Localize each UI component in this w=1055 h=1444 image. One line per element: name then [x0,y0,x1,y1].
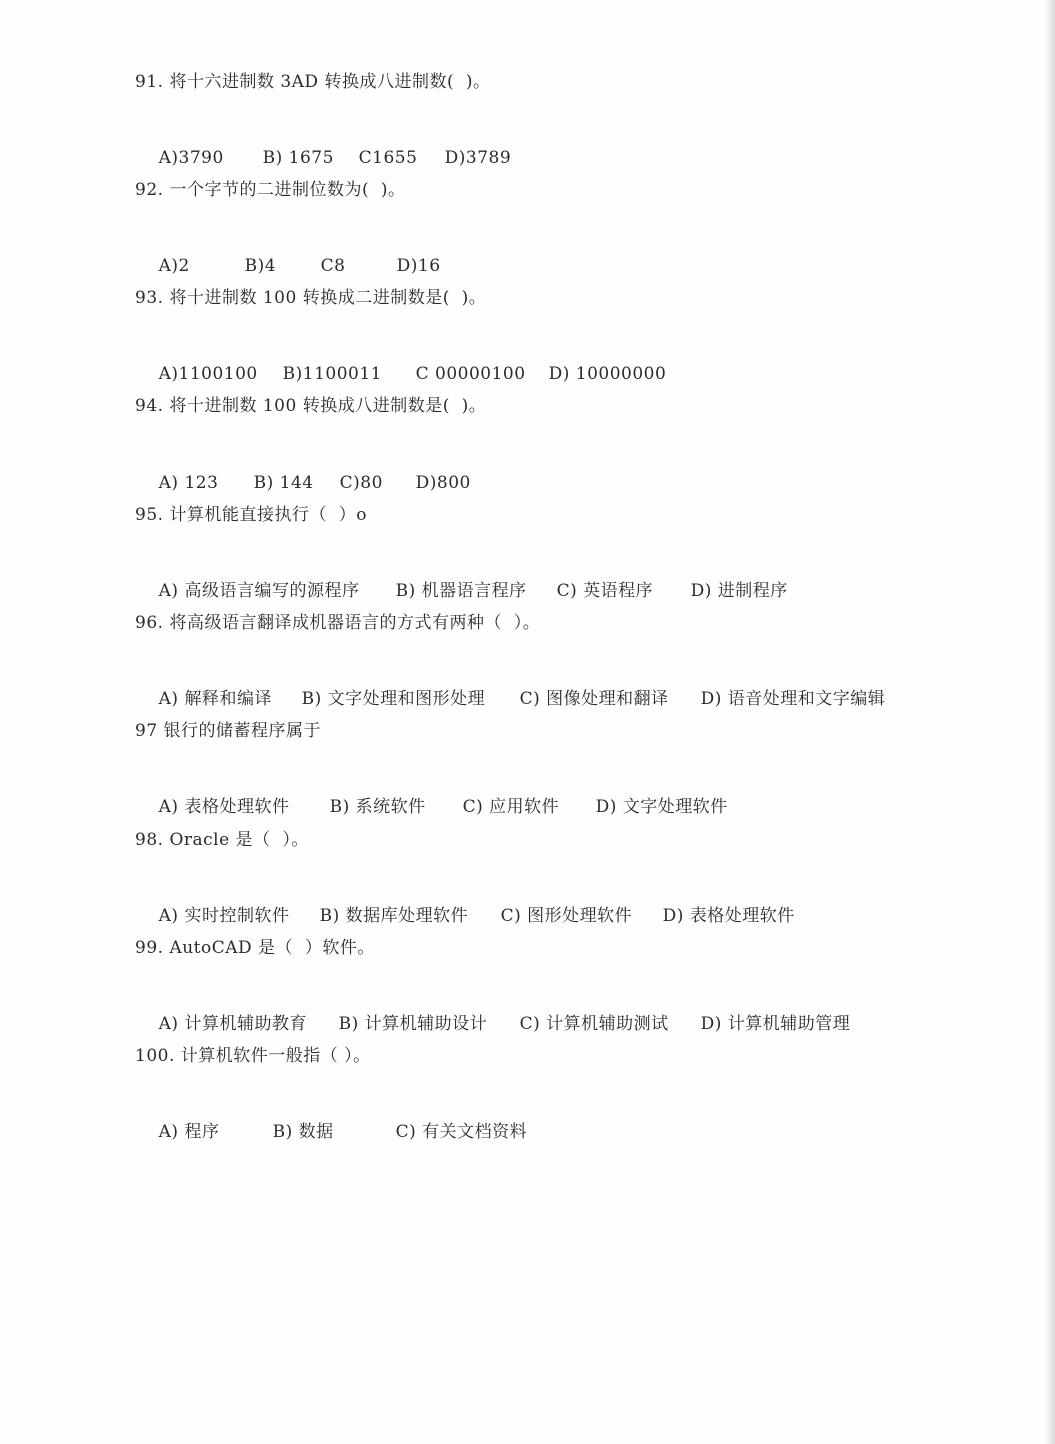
option-a: A) 高级语言编写的源程序 [158,581,360,601]
option-d: D) 计算机辅助管理 [700,1014,851,1034]
option-d: D) 语音处理和文字编辑 [700,689,886,709]
question-99: 99. AutoCAD 是（ ）软件。 [135,938,375,958]
option-c: C) 应用软件 [462,797,560,817]
option-b: B) 数据库处理软件 [319,906,469,926]
option-a: A)2 [158,256,190,276]
option-a: A) 表格处理软件 [158,797,290,817]
question-91: 91. 将十六进制数 3AD 转换成八进制数( )。 [135,72,491,92]
question-92: 92. 一个字节的二进制位数为( )。 [135,180,406,200]
options-100 [135,1099,527,1165]
option-c: C 00000100 [415,364,526,384]
option-d: D) 进制程序 [690,581,788,601]
option-b: B) 144 [253,473,314,493]
option-c: C1655 [358,148,418,168]
question-94: 94. 将十进制数 100 转换成八进制数是( )。 [135,396,487,416]
option-d: D) 表格处理软件 [662,906,795,926]
option-d: D) 文字处理软件 [595,797,728,817]
option-b: B) 文字处理和图形处理 [301,689,486,709]
option-d: D)3789 [444,148,512,168]
question-96: 96. 将高级语言翻译成机器语言的方式有两种（ ）。 [135,613,541,633]
option-d: D) 10000000 [548,364,667,384]
question-97: 97 银行的储蓄程序属于 [135,721,322,741]
question-95: 95. 计算机能直接执行（ ）o [135,505,367,525]
option-c: C) 计算机辅助测试 [519,1014,669,1034]
option-a: A)1100100 [158,364,258,384]
option-b: B) 1675 [262,148,334,168]
option-b: B) 计算机辅助设计 [338,1014,488,1034]
option-b: B) 数据 [272,1122,334,1142]
option-c: C) 图形处理软件 [500,906,633,926]
option-a: A) 123 [158,473,219,493]
option-a: A) 计算机辅助教育 [158,1014,307,1034]
option-a: A)3790 [158,148,224,168]
option-c: C) 有关文档资料 [395,1122,528,1142]
option-c: C) 英语程序 [556,581,654,601]
page-edge-shadow [1045,0,1055,1444]
option-b: B) 系统软件 [329,797,426,817]
option-d: D)16 [396,256,441,276]
option-d: D)800 [415,473,471,493]
option-a: A) 解释和编译 [158,689,272,709]
option-b: B) 机器语言程序 [395,581,527,601]
question-100: 100. 计算机软件一般指（ ）。 [135,1046,371,1066]
option-b: B)1100011 [282,364,382,384]
option-c: C) 图像处理和翻译 [519,689,669,709]
option-c: C8 [320,256,346,276]
option-c: C)80 [339,473,383,493]
question-93: 93. 将十进制数 100 转换成二进制数是( )。 [135,288,487,308]
option-a: A) 程序 [158,1122,220,1142]
question-98: 98. Oracle 是（ ）。 [135,830,309,850]
option-b: B)4 [244,256,277,276]
option-a: A) 实时控制软件 [158,906,290,926]
